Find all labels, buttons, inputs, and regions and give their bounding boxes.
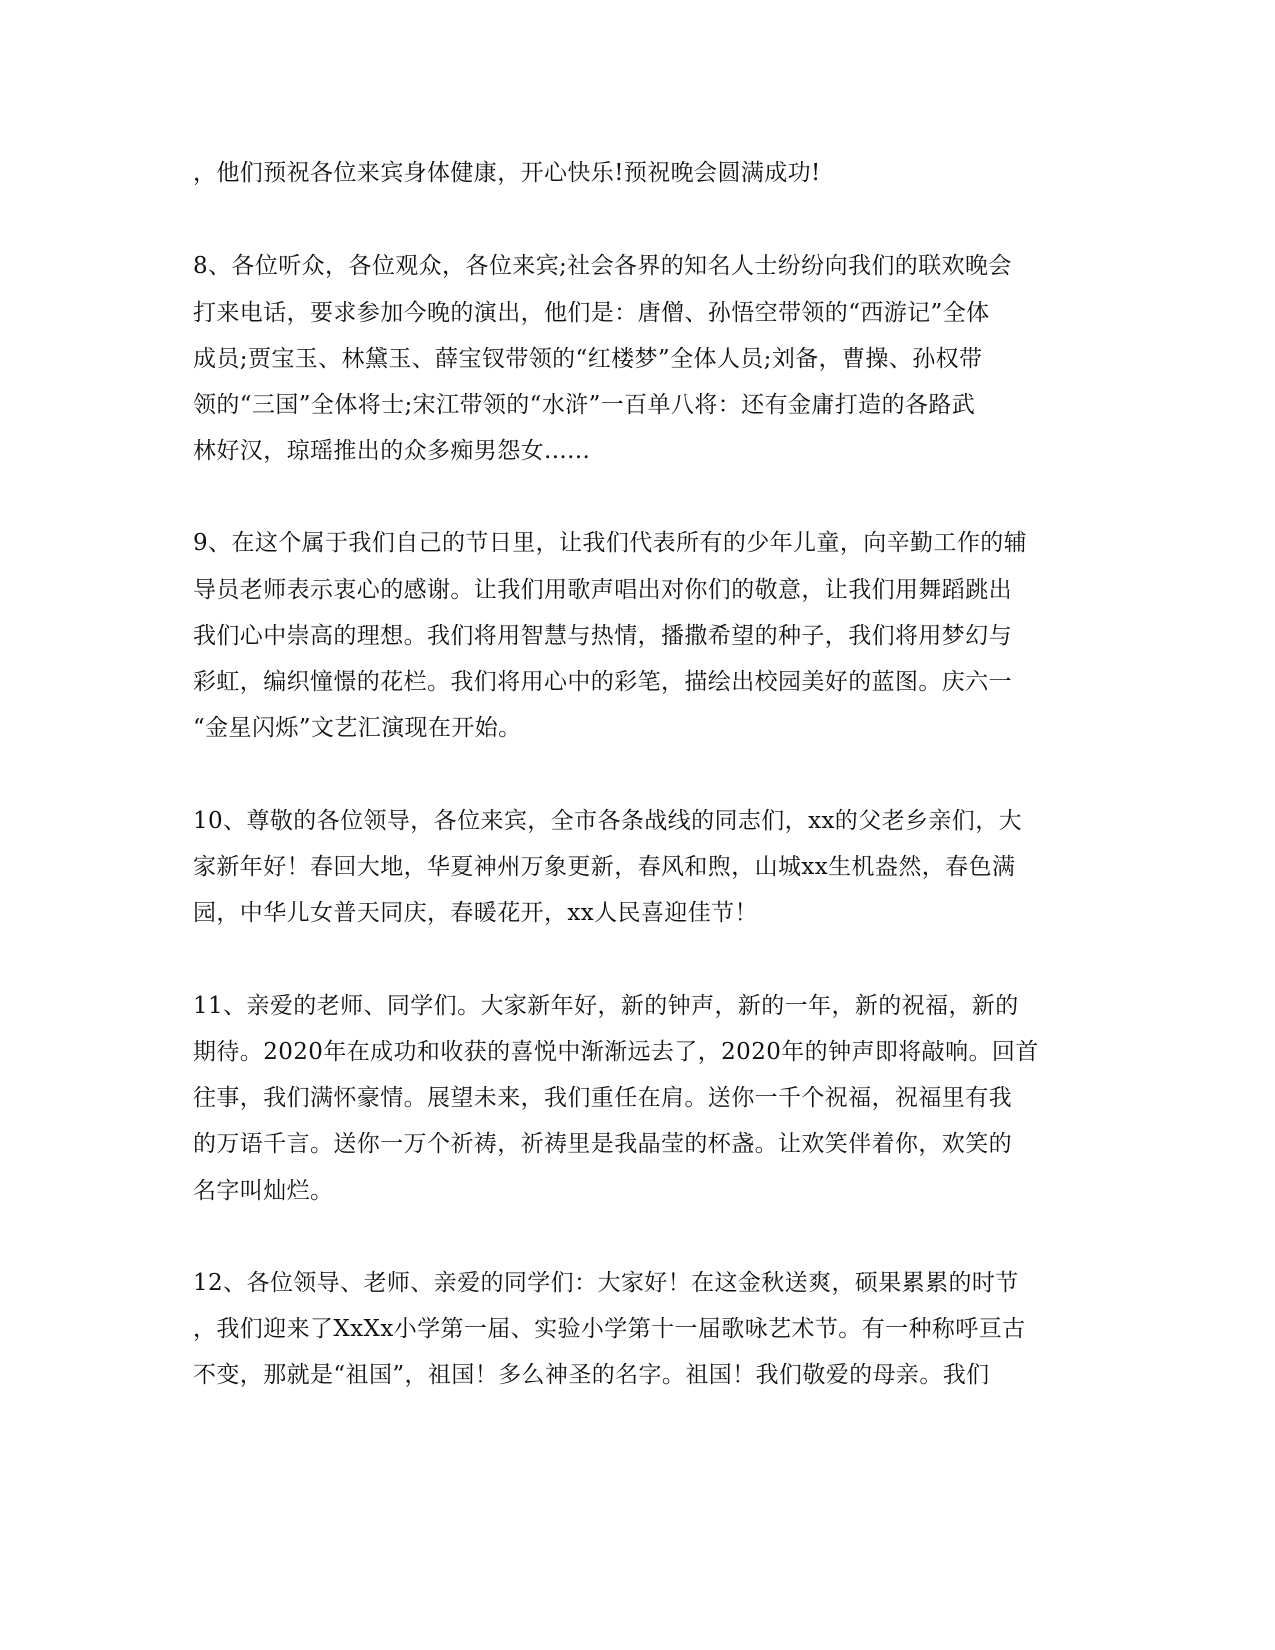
text-line: 打来电话，要求参加今晚的演出，他们是：唐僧、孙悟空带领的“西游记”全体 [193, 300, 990, 326]
text-line: 11、亲爱的老师、同学们。大家新年好，新的钟声，新的一年，新的祝福，新的 [193, 993, 1019, 1019]
text-line: 家新年好！春回大地，华夏神州万象更新，春风和煦，山城xx生机盎然，春色满 [193, 854, 1016, 880]
text-line: ，我们迎来了XxXx小学第一届、实验小学第十一届歌咏艺术节。有一种称呼亘古 [193, 1316, 1026, 1342]
text-line: “金星闪烁”文艺汇演现在开始。 [193, 715, 522, 741]
text-line: ，他们预祝各位来宾身体健康，开心快乐!预祝晚会圆满成功! [193, 160, 821, 186]
text-line: 12、各位领导、老师、亲爱的同学们：大家好！在这金秋送爽，硕果累累的时节 [193, 1270, 1019, 1296]
text-line: 导员老师表示衷心的感谢。让我们用歌声唱出对你们的敬意，让我们用舞蹈跳出 [193, 577, 1012, 603]
text-line: 的万语千言。送你一万个祈祷，祈祷里是我晶莹的杯盏。让欢笑伴着你，欢笑的 [193, 1131, 1012, 1157]
text-line: 林好汉，琼瑶推出的众多痴男怨女...... [193, 438, 591, 464]
text-line: 彩虹，编织憧憬的花栏。我们将用心中的彩笔，描绘出校园美好的蓝图。庆六一 [193, 669, 1012, 695]
text-line: 10、尊敬的各位领导，各位来宾，全市各条战线的同志们，xx的父老乡亲们，大 [193, 808, 1023, 834]
text-line: 9、在这个属于我们自己的节日里，让我们代表所有的少年儿童，向辛勤工作的辅 [193, 530, 1028, 556]
text-line: 8、各位听众，各位观众，各位来宾;社会各界的知名人士纷纷向我们的联欢晚会 [193, 253, 1012, 279]
text-line: 名字叫灿烂。 [193, 1178, 334, 1204]
text-line: 期待。2020年在成功和收获的喜悦中渐渐远去了，2020年的钟声即将敲响。回首 [193, 1039, 1039, 1065]
text-line: 领的“三国”全体将士;宋江带领的“水浒”一百单八将：还有金庸打造的各路武 [193, 392, 976, 418]
text-line: 往事，我们满怀豪情。展望未来，我们重任在肩。送你一千个祝福，祝福里有我 [193, 1085, 1012, 1111]
text-line: 不变，那就是“祖国”，祖国！多么神圣的名字。祖国！我们敬爱的母亲。我们 [193, 1362, 990, 1388]
text-line: 成员;贾宝玉、林黛玉、薛宝钗带领的“红楼梦”全体人员;刘备，曹操、孙权带 [193, 346, 983, 372]
text-line: 我们心中崇高的理想。我们将用智慧与热情，播撒希望的种子，我们将用梦幻与 [193, 623, 1012, 649]
text-line: 园，中华儿女普天同庆，春暖花开，xx人民喜迎佳节！ [193, 900, 758, 926]
